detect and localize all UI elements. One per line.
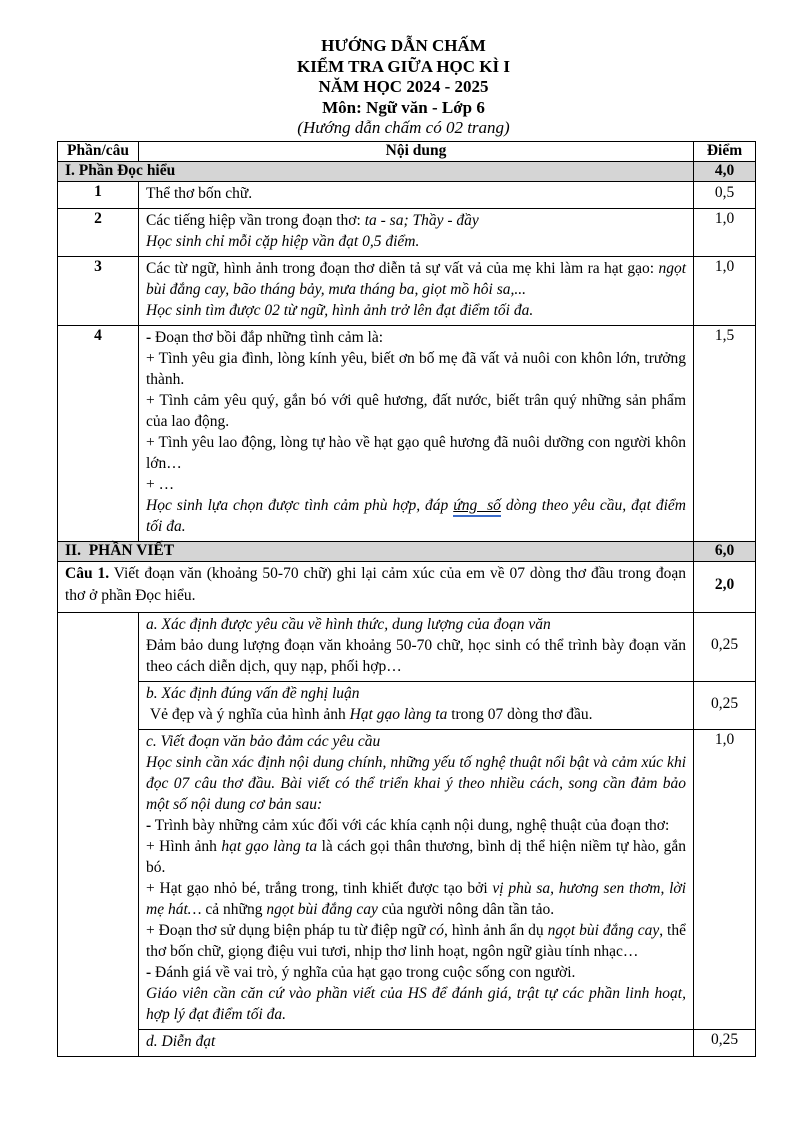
score-cell: 0,5 (694, 181, 756, 208)
paragraph (146, 836, 690, 878)
text-segment: c. Viết đoạn văn bảo đảm các yêu cầu (146, 732, 381, 750)
text-segment: cả những (201, 900, 267, 918)
text-segment: + Tình cảm yêu quý, gắn bó với quê hương, đất nước, biết trân quý những sản phẩm của lao động. (146, 391, 690, 430)
question-row (58, 561, 756, 612)
paragraph (65, 563, 690, 608)
text-segment: là cách gọi thân thương, bình dị thể hiện niềm tự hào, gắn bó. (146, 837, 690, 876)
paragraph (146, 1031, 686, 1052)
title-line-2: KIỂM TRA GIỮA HỌC KÌ I (296, 56, 510, 76)
content-cell (139, 612, 694, 681)
score-cell: 4,0 (694, 161, 756, 181)
grading-table (57, 141, 756, 1057)
text-segment: + Hình ảnh (146, 837, 222, 855)
section-row (58, 161, 756, 181)
criterion-row (58, 1029, 756, 1056)
score-cell: 6,0 (694, 541, 756, 561)
header-diem: Điểm (694, 141, 756, 161)
text-segment: , thể thơ bốn chữ, giọng điệu vui tươi, nhịp thơ linh hoạt, ngôn ngữ giàu tính nhạc… (146, 921, 690, 960)
text-segment: a. Xác định được yêu cầu về hình thức, dung lượng của đoạn văn (146, 615, 551, 633)
paragraph (146, 731, 686, 752)
item-row (58, 325, 756, 541)
text-segment: Các tiếng hiệp vần trong đoạn thơ: (146, 211, 365, 229)
text-segment: Câu 1. (65, 564, 110, 582)
text-segment: , hình ảnh ẩn dụ (444, 921, 548, 939)
text-segment: Các từ ngữ, hình ảnh trong đoạn thơ diễn tả sự vất vả của mẹ khi làm ra hạt gạo: (146, 259, 659, 277)
text-segment: có (429, 921, 445, 939)
header-phan-cau: Phần/câu (58, 141, 139, 161)
text-segment: ứng số (453, 497, 501, 517)
text-segment: + … (146, 475, 175, 493)
score-cell: 1,0 (694, 256, 756, 325)
content-cell (139, 208, 694, 256)
paragraph (146, 635, 690, 677)
content-cell (139, 1029, 694, 1056)
title-line-4: Môn: Ngữ văn - Lớp 6 (322, 97, 485, 117)
text-segment: Giáo viên cần căn cứ vào phần viết của HS để đánh giá, trật tự các phần linh hoạt, hợp lý đạt điểm tối đa. (146, 984, 690, 1023)
question-content-cell (58, 561, 694, 612)
paragraph (146, 495, 690, 537)
text-segment: Đánh giá về vai trò, ý nghĩa của hạt gạo trong cuộc sống con người. (151, 963, 576, 981)
score-cell: 0,25 (694, 612, 756, 681)
score-cell: 1,0 (694, 208, 756, 256)
text-segment: ngọt bùi đắng cay (266, 900, 378, 918)
text-segment: + Tình yêu lao động, lòng tự hào về hạt gạo quê hương đã nuôi dưỡng con người khôn lớn… (146, 433, 690, 472)
score-cell: 2,0 (694, 561, 756, 612)
score-cell: 1,0 (694, 729, 756, 1029)
criterion-row (58, 729, 756, 1029)
score-cell: 0,25 (694, 681, 756, 729)
text-segment: d. Diễn đạt (146, 1032, 216, 1050)
text-segment: Viết đoạn văn (khoảng 50-70 chữ) ghi lại cảm xúc của em về 07 dòng thơ đầu trong đoạn thơ ở phần Đọc hiểu. (65, 564, 690, 604)
item-row (58, 181, 756, 208)
paragraph (146, 210, 686, 231)
paragraph (146, 815, 686, 836)
text-segment: Thể thơ bốn chữ. (146, 184, 253, 202)
text-segment: hạt gạo làng ta (221, 837, 318, 855)
paragraph (146, 474, 686, 495)
title-note: (Hướng dẫn chấm có 02 trang) (297, 118, 510, 137)
item-row (58, 208, 756, 256)
question-number-cell: 2 (58, 208, 139, 256)
text-segment: Học sinh chỉ mỗi cặp hiệp vần đạt 0,5 điểm. (146, 232, 420, 250)
criterion-row (58, 681, 756, 729)
text-segment: dòng theo yêu cầu, đạt điểm tối đa. (146, 496, 690, 535)
question-number-cell: 4 (58, 325, 139, 541)
text-segment: - (146, 816, 152, 834)
paragraph (146, 983, 690, 1025)
score-cell: 1,5 (694, 325, 756, 541)
paragraph (146, 878, 690, 920)
grading-table-body (58, 161, 756, 1056)
text-segment: Học sinh cần xác định nội dung chính, những yếu tố nghệ thuật nổi bật và cảm xúc khi đọc 07 câu thơ đầu. Bài viết có thể triển khai ý theo nhiều cách, song cần đảm bảo một số nội dung cơ bản sau: (146, 753, 690, 813)
text-segment: vị phù sa, hương sen thơm, lời mẹ hát… (146, 879, 690, 918)
content-cell (139, 729, 694, 1029)
title-block (0, 36, 807, 139)
text-segment: Học sinh tìm được 02 từ ngữ, hình ảnh trở lên đạt điểm tối đa. (146, 301, 534, 319)
paragraph (146, 432, 690, 474)
text-segment: b. Xác định đúng vấn đề nghị luận (146, 684, 360, 702)
paragraph (146, 920, 690, 962)
text-segment: ngọt bùi đắng cay (547, 921, 660, 939)
section-label: I. Phần Đọc hiểu (58, 161, 694, 181)
paragraph (146, 683, 686, 704)
paragraph (146, 704, 686, 725)
paragraph (146, 348, 690, 390)
text-segment: + Đoạn thơ sử dụng biện pháp tu từ điệp ngữ (146, 921, 430, 939)
paragraph (146, 390, 690, 432)
section-label: II. PHẦN VIẾT (58, 541, 694, 561)
paragraph (146, 614, 686, 635)
text-segment: + Hạt gạo nhỏ bé, trắng trong, tinh khiết được tạo bởi (146, 879, 493, 897)
header-noi-dung: Nội dung (139, 141, 694, 161)
paragraph (146, 231, 686, 252)
content-cell (139, 256, 694, 325)
title-line-3: NĂM HỌC 2024 - 2025 (318, 77, 489, 96)
content-cell (139, 325, 694, 541)
text-segment: + Tình yêu gia đình, lòng kính yêu, biết ơn bố mẹ đã vất vả nuôi con khôn lớn, trưởng thành. (146, 349, 690, 388)
text-segment: ngọt bùi đắng cay, bão tháng bảy, mưa tháng ba, giọt mồ hôi sa,... (146, 259, 690, 298)
text-segment: Vẻ đẹp và ý nghĩa của hình ảnh (146, 705, 350, 723)
paragraph (146, 962, 686, 983)
text-segment: Đoạn thơ bồi đắp những tình cảm là: (151, 328, 384, 346)
table-header-row (58, 141, 756, 161)
title-line-1: HƯỚNG DẪN CHẤM (321, 36, 486, 55)
text-segment: Hạt gạo làng ta (349, 705, 448, 723)
text-segment: - (146, 328, 152, 346)
item-row (58, 256, 756, 325)
text-segment: trong 07 dòng thơ đầu. (447, 705, 593, 723)
criterion-row (58, 612, 756, 681)
content-cell (139, 681, 694, 729)
question-number-cell: 1 (58, 181, 139, 208)
paragraph (146, 258, 690, 300)
document-page (0, 36, 807, 1057)
paragraph (146, 300, 686, 321)
paragraph (146, 752, 690, 815)
section-row (58, 541, 756, 561)
question-number-cell: 3 (58, 256, 139, 325)
paragraph (146, 183, 686, 204)
content-cell (139, 181, 694, 208)
text-segment: Đảm bảo dung lượng đoạn văn khoảng 50-70 chữ, học sinh có thể trình bày đoạn văn theo cách diễn dịch, quy nạp, phối hợp… (146, 636, 690, 675)
score-cell: 0,25 (694, 1029, 756, 1056)
text-segment: ta - sa; Thầy - đầy (364, 211, 479, 229)
text-segment: Trình bày những cảm xúc đối với các khía cạnh nội dung, nghệ thuật của đoạn thơ: (151, 816, 670, 834)
empty-number-cell (58, 612, 139, 1056)
text-segment: - (146, 963, 152, 981)
paragraph (146, 327, 686, 348)
text-segment: Học sinh lựa chọn được tình cảm phù hợp, đáp (146, 496, 454, 514)
text-segment: của người nông dân tần tảo. (377, 900, 555, 918)
